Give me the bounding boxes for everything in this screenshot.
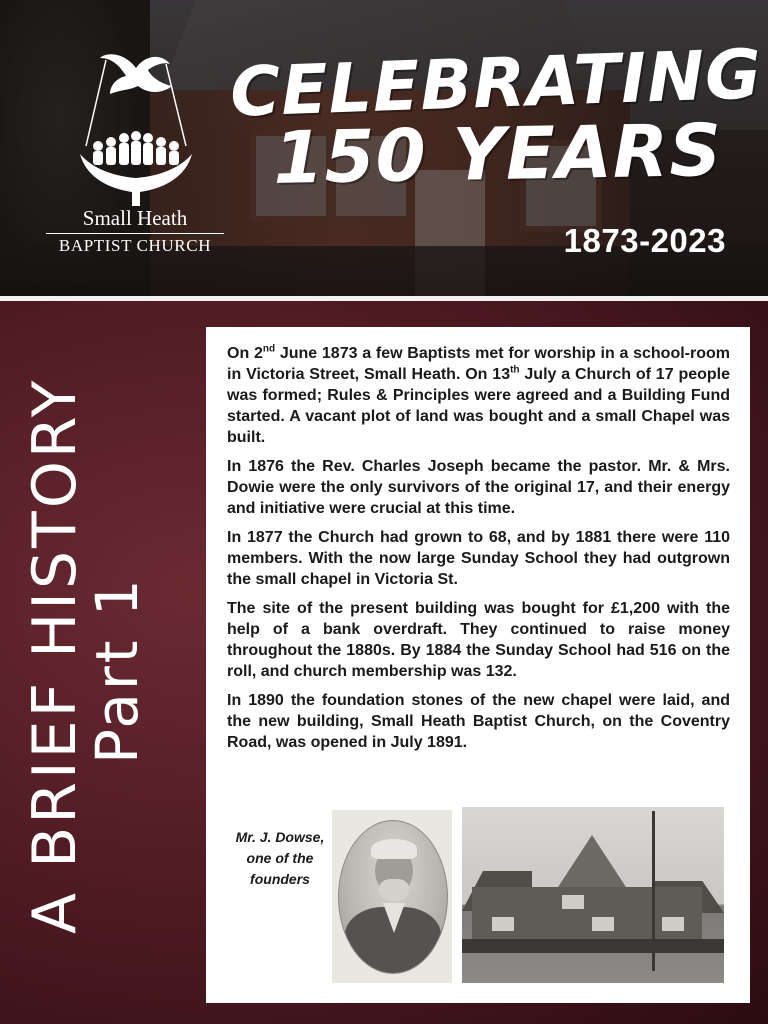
history-paragraph-1: [227, 343, 730, 448]
portrait-beard: [379, 879, 409, 901]
history-p1-sup2: th: [510, 364, 520, 376]
church-name-line1: Small Heath: [82, 206, 188, 230]
portrait-oval-frame: [338, 820, 448, 974]
history-card: [206, 327, 750, 1003]
history-paragraph-2: In 1876 the Rev. Charles Joseph became the pastor. Mr. & Mrs. Dowie were the only survivors of the original 17, and their energy and initiative were crucial at this time.: [227, 458, 730, 517]
history-paragraph-5: In 1890 the foundation stones of the new chapel were laid, and the new building, Small Heath Baptist Church, on the Coventry Road, was opened in July 1891.: [227, 692, 730, 751]
history-paragraph-4: The site of the present building was bought for £1,200 with the help of a bank overdraft. They continued to raise money throughout the 1880s. By 1884 the Sunday School had 516 on the roll, and church membership was 132.: [227, 600, 730, 680]
brief-history-title-line2: Part 1: [83, 576, 151, 764]
building-window: [662, 917, 684, 931]
history-p1-part1: On 2: [227, 345, 263, 362]
anniversary-headline: [228, 35, 764, 200]
anniversary-years: 1873-2023: [563, 222, 726, 259]
church-building-photo: [462, 807, 724, 983]
brief-history-title: [20, 377, 151, 934]
portrait-hair: [371, 839, 417, 859]
history-p1-sup1: nd: [262, 343, 276, 355]
headline-line2: 150 YEARS: [272, 108, 723, 200]
church-name-line2: BAPTIST CHURCH: [46, 233, 224, 257]
headline-line1: CELEBRATING: [228, 35, 764, 133]
church-name: [46, 206, 224, 257]
header-banner: [0, 0, 768, 296]
building-lamp-post: [652, 811, 655, 971]
church-logo-icon: [76, 46, 196, 216]
portrait-caption: Mr. J. Dowse, one of the founders: [235, 829, 325, 887]
history-p1-part3: July a Church of 17 people was formed; Rules & Principles were agreed and a Building Fund started. A vacant plot of land was bought and a small Chapel was built.: [227, 366, 731, 446]
founder-portrait-photo: [332, 810, 452, 983]
building-window: [592, 917, 614, 931]
history-photos: [206, 807, 750, 1003]
history-p1-part2: June 1873 a few Baptists met for worship in a school-room in Victoria Street, Small Heath. On 13: [227, 345, 730, 383]
history-paragraph-3: In 1877 the Church had grown to 68, and by 1881 there were 110 members. With the now large Sunday School they had outgrown the small chapel in Victoria St.: [227, 529, 730, 588]
building-hedge: [462, 939, 724, 953]
building-window: [562, 895, 584, 909]
brief-history-title-line1: A BRIEF HISTORY: [20, 377, 90, 934]
building-window: [492, 917, 514, 931]
